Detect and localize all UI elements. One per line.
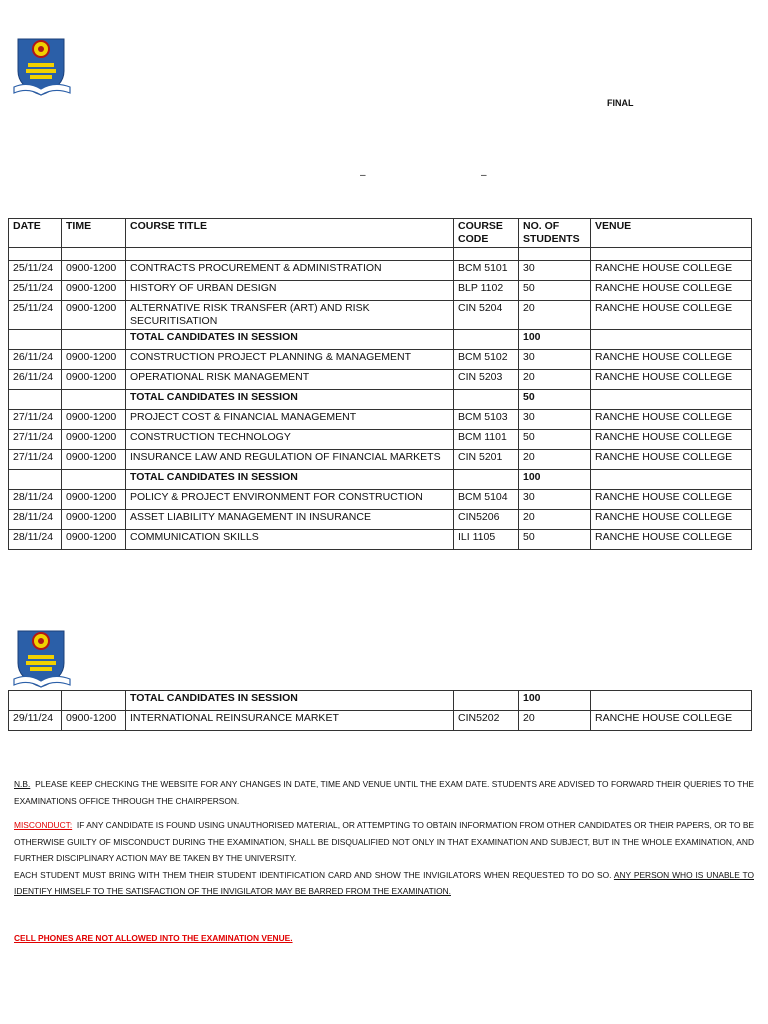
students-cell: 30 bbox=[519, 261, 591, 281]
date-cell: 28/11/24 bbox=[9, 530, 62, 550]
course-title-cell: OPERATIONAL RISK MANAGEMENT bbox=[126, 370, 454, 390]
course-title-cell: ALTERNATIVE RISK TRANSFER (ART) AND RISK SECURITISATION bbox=[126, 301, 454, 330]
course-code-cell: BCM 5103 bbox=[454, 410, 519, 430]
course-title-cell: CONSTRUCTION PROJECT PLANNING & MANAGEMENT bbox=[126, 350, 454, 370]
time-cell: 0900-1200 bbox=[62, 510, 126, 530]
date-cell: 25/11/24 bbox=[9, 281, 62, 301]
date-cell: 26/11/24 bbox=[9, 370, 62, 390]
total-label-cell: TOTAL CANDIDATES IN SESSION bbox=[126, 330, 454, 350]
venue-cell: RANCHE HOUSE COLLEGE bbox=[591, 530, 752, 550]
time-cell bbox=[62, 330, 126, 350]
table-row bbox=[9, 490, 752, 510]
venue-cell: RANCHE HOUSE COLLEGE bbox=[591, 490, 752, 510]
venue-cell: RANCHE HOUSE COLLEGE bbox=[591, 510, 752, 530]
table-row bbox=[9, 350, 752, 370]
blank-row bbox=[9, 248, 752, 261]
cell-phones-warning: CELL PHONES ARE NOT ALLOWED INTO THE EXAMINATION VENUE. bbox=[14, 933, 293, 943]
date-cell: 29/11/24 bbox=[9, 711, 62, 731]
course-code-cell: BCM 5101 bbox=[454, 261, 519, 281]
total-count-cell: 100 bbox=[519, 470, 591, 490]
nb-text: PLEASE KEEP CHECKING THE WEBSITE FOR ANY CHANGES IN DATE, TIME AND VENUE UNTIL THE EXAM DATE. STUDENTS ARE ADVISED TO FORWARD THEIR QUERIES TO THE EXAMINATIONS OFFICE THROUGH THE CHAIRPERSON. bbox=[14, 779, 755, 806]
code-cell bbox=[454, 390, 519, 410]
code-cell bbox=[454, 691, 519, 711]
header-venue: VENUE bbox=[591, 219, 752, 248]
course-code-cell: BCM 1101 bbox=[454, 430, 519, 450]
nb-label: N.B. bbox=[14, 779, 31, 789]
course-code-cell: BCM 5104 bbox=[454, 490, 519, 510]
time-cell: 0900-1200 bbox=[62, 490, 126, 510]
time-cell bbox=[62, 691, 126, 711]
session-total-row bbox=[9, 691, 752, 711]
time-cell: 0900-1200 bbox=[62, 430, 126, 450]
venue-cell bbox=[591, 691, 752, 711]
total-label-cell: TOTAL CANDIDATES IN SESSION bbox=[126, 691, 454, 711]
course-code-cell: CIN5206 bbox=[454, 510, 519, 530]
course-title-cell: ASSET LIABILITY MANAGEMENT IN INSURANCE bbox=[126, 510, 454, 530]
students-cell: 20 bbox=[519, 711, 591, 731]
course-code-cell: CIN 5201 bbox=[454, 450, 519, 470]
time-cell: 0900-1200 bbox=[62, 301, 126, 330]
total-count-cell: 100 bbox=[519, 330, 591, 350]
title-dash-right: – bbox=[481, 170, 487, 181]
table-row bbox=[9, 281, 752, 301]
title-dash-left: – bbox=[360, 170, 366, 181]
date-cell: 26/11/24 bbox=[9, 350, 62, 370]
course-code-cell: BCM 5102 bbox=[454, 350, 519, 370]
header-no-of-students: NO. OF STUDENTS bbox=[519, 219, 591, 248]
students-cell: 50 bbox=[519, 530, 591, 550]
time-cell bbox=[62, 390, 126, 410]
students-cell: 50 bbox=[519, 430, 591, 450]
students-cell: 50 bbox=[519, 281, 591, 301]
table-header-row bbox=[9, 219, 752, 248]
venue-cell: RANCHE HOUSE COLLEGE bbox=[591, 450, 752, 470]
venue-cell: RANCHE HOUSE COLLEGE bbox=[591, 430, 752, 450]
course-code-cell: BLP 1102 bbox=[454, 281, 519, 301]
course-title-cell: COMMUNICATION SKILLS bbox=[126, 530, 454, 550]
header-date: DATE bbox=[9, 219, 62, 248]
venue-cell bbox=[591, 330, 752, 350]
venue-cell: RANCHE HOUSE COLLEGE bbox=[591, 281, 752, 301]
id-warning: ANY PERSON WHO IS UNABLE TO IDENTIFY HIMSELF TO THE SATISFACTION OF THE INVIGILATOR MAY BE BARRED FROM THE EXAMINATION. bbox=[14, 869, 754, 896]
course-code-cell: CIN5202 bbox=[454, 711, 519, 731]
id-text: EACH STUDENT MUST BRING WITH THEM THEIR STUDENT IDENTIFICATION CARD AND SHOW THE INVIGILATORS WHEN REQUESTED TO DO SO. bbox=[14, 869, 612, 880]
session-total-row bbox=[9, 330, 752, 350]
date-cell: 28/11/24 bbox=[9, 490, 62, 510]
students-cell: 30 bbox=[519, 490, 591, 510]
table-row bbox=[9, 261, 752, 281]
total-label-cell: TOTAL CANDIDATES IN SESSION bbox=[126, 390, 454, 410]
date-cell: 27/11/24 bbox=[9, 450, 62, 470]
venue-cell: RANCHE HOUSE COLLEGE bbox=[591, 350, 752, 370]
course-code-cell: CIN 5204 bbox=[454, 301, 519, 330]
misconduct-note bbox=[14, 817, 754, 867]
session-total-row bbox=[9, 390, 752, 410]
date-cell: 27/11/24 bbox=[9, 430, 62, 450]
total-count-cell: 100 bbox=[519, 691, 591, 711]
course-title-cell: CONSTRUCTION TECHNOLOGY bbox=[126, 430, 454, 450]
date-cell: 27/11/24 bbox=[9, 410, 62, 430]
table-row bbox=[9, 450, 752, 470]
code-cell bbox=[454, 330, 519, 350]
total-label-cell: TOTAL CANDIDATES IN SESSION bbox=[126, 470, 454, 490]
venue-cell: RANCHE HOUSE COLLEGE bbox=[591, 370, 752, 390]
time-cell: 0900-1200 bbox=[62, 410, 126, 430]
total-count-cell: 50 bbox=[519, 390, 591, 410]
table-row bbox=[9, 530, 752, 550]
header-course-code: COURSE CODE bbox=[454, 219, 519, 248]
date-cell: 25/11/24 bbox=[9, 261, 62, 281]
course-title-cell: PROJECT COST & FINANCIAL MANAGEMENT bbox=[126, 410, 454, 430]
students-cell: 20 bbox=[519, 370, 591, 390]
date-cell bbox=[9, 691, 62, 711]
session-total-row bbox=[9, 470, 752, 490]
table-row bbox=[9, 370, 752, 390]
venue-cell bbox=[591, 390, 752, 410]
students-cell: 30 bbox=[519, 410, 591, 430]
exam-timetable-continued bbox=[8, 690, 752, 731]
nb-note bbox=[14, 776, 754, 809]
header-time: TIME bbox=[62, 219, 126, 248]
course-title-cell: POLICY & PROJECT ENVIRONMENT FOR CONSTRUCTION bbox=[126, 490, 454, 510]
students-cell: 20 bbox=[519, 301, 591, 330]
exam-timetable bbox=[8, 218, 752, 550]
table-row bbox=[9, 430, 752, 450]
notes-section bbox=[14, 776, 754, 900]
date-cell bbox=[9, 470, 62, 490]
table-row bbox=[9, 510, 752, 530]
time-cell: 0900-1200 bbox=[62, 711, 126, 731]
date-cell bbox=[9, 330, 62, 350]
venue-cell bbox=[591, 470, 752, 490]
venue-cell: RANCHE HOUSE COLLEGE bbox=[591, 711, 752, 731]
venue-cell: RANCHE HOUSE COLLEGE bbox=[591, 410, 752, 430]
date-cell: 28/11/24 bbox=[9, 510, 62, 530]
students-cell: 30 bbox=[519, 350, 591, 370]
table-row bbox=[9, 301, 752, 330]
date-cell bbox=[9, 390, 62, 410]
venue-cell: RANCHE HOUSE COLLEGE bbox=[591, 301, 752, 330]
misconduct-label: MISCONDUCT: bbox=[14, 820, 73, 830]
time-cell: 0900-1200 bbox=[62, 281, 126, 301]
course-title-cell: INTERNATIONAL REINSURANCE MARKET bbox=[126, 711, 454, 731]
time-cell: 0900-1200 bbox=[62, 261, 126, 281]
university-crest-logo bbox=[12, 625, 74, 691]
university-crest-logo bbox=[12, 33, 74, 99]
final-status-label: FINAL bbox=[607, 98, 634, 108]
course-code-cell: CIN 5203 bbox=[454, 370, 519, 390]
header-course-title: COURSE TITLE bbox=[126, 219, 454, 248]
time-cell: 0900-1200 bbox=[62, 370, 126, 390]
time-cell: 0900-1200 bbox=[62, 450, 126, 470]
table-row bbox=[9, 711, 752, 731]
misconduct-text: IF ANY CANDIDATE IS FOUND USING UNAUTHORISED MATERIAL, OR ATTEMPTING TO OBTAIN INFORMATION FROM OTHER CANDIDATES OR THEIR PAPERS, OR TO BE OTHERWISE GUILTY OF MISCONDUCT DURING THE EXAMINATION, SHALL BE DISQUALIFIED NOT ONLY IN THAT EXAMINATION AND SUBJECT, BUT IN THE WHOLE EXAMINATION, AND FURTHER DISCIPLINARY ACTION MAY BE TAKEN BY THE UNIVERSITY. bbox=[14, 820, 755, 863]
time-cell: 0900-1200 bbox=[62, 530, 126, 550]
venue-cell: RANCHE HOUSE COLLEGE bbox=[591, 261, 752, 281]
students-cell: 20 bbox=[519, 450, 591, 470]
code-cell bbox=[454, 470, 519, 490]
table-row bbox=[9, 410, 752, 430]
course-code-cell: ILI 1105 bbox=[454, 530, 519, 550]
date-cell: 25/11/24 bbox=[9, 301, 62, 330]
students-cell: 20 bbox=[519, 510, 591, 530]
course-title-cell: CONTRACTS PROCUREMENT & ADMINISTRATION bbox=[126, 261, 454, 281]
time-cell: 0900-1200 bbox=[62, 350, 126, 370]
course-title-cell: INSURANCE LAW AND REGULATION OF FINANCIAL MARKETS bbox=[126, 450, 454, 470]
course-title-cell: HISTORY OF URBAN DESIGN bbox=[126, 281, 454, 301]
time-cell bbox=[62, 470, 126, 490]
id-note bbox=[14, 867, 754, 900]
